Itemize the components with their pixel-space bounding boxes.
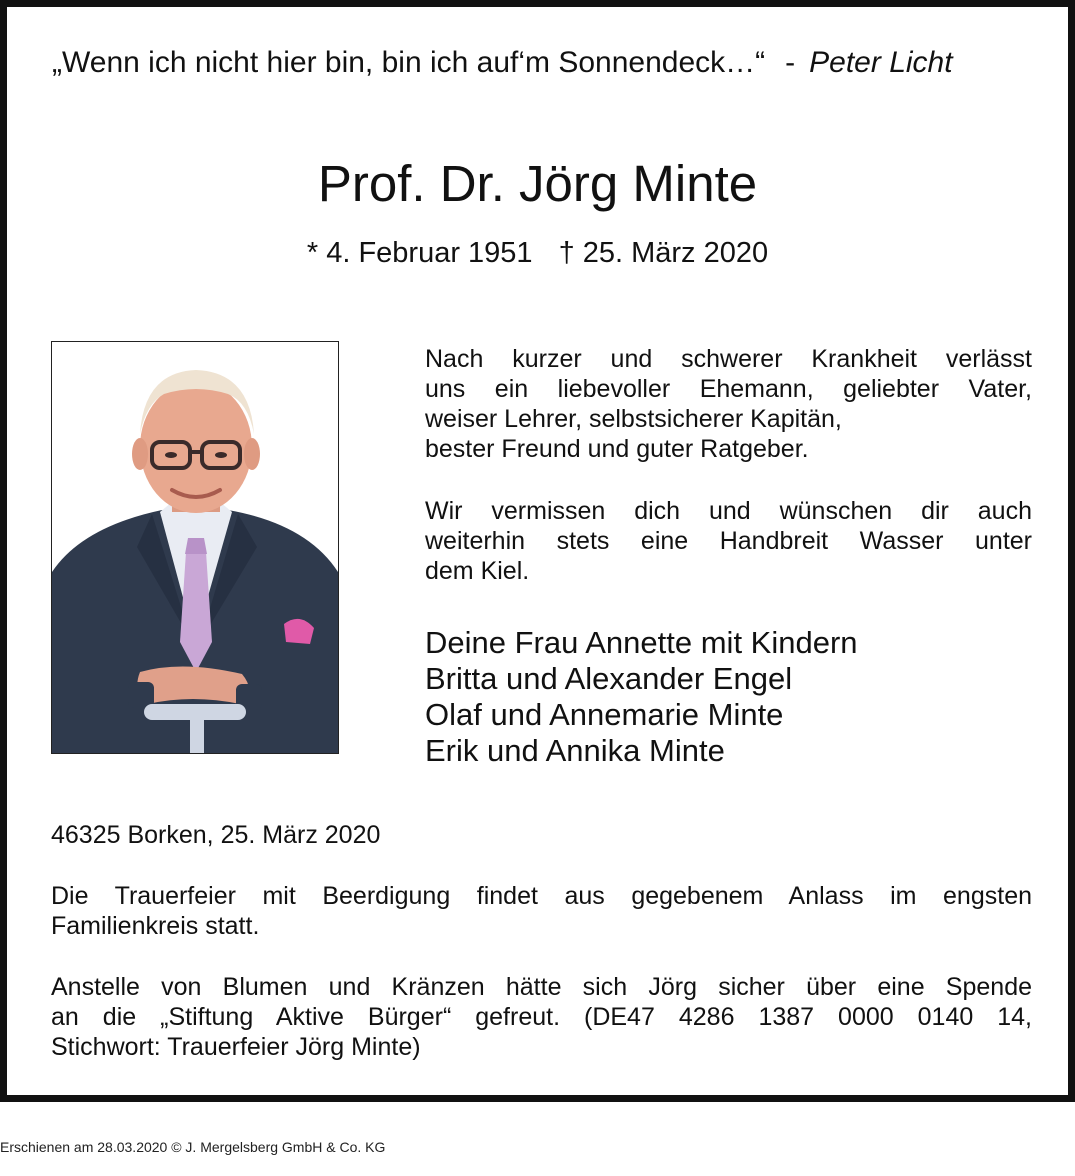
funeral-line: Familienkreis statt.	[51, 912, 260, 940]
farewell-message	[425, 344, 1032, 464]
quote-text: „Wenn ich nicht hier bin, bin ich auf‘m Sonnendeck…“	[52, 46, 766, 79]
portrait-illustration	[52, 342, 338, 753]
message-line: Wir vermissen dich und wünschen dir auch	[425, 497, 1032, 525]
family-member: Deine Frau Annette mit Kindern	[425, 625, 858, 660]
quote-author: Peter Licht	[809, 46, 953, 79]
funeral-notice	[51, 881, 1032, 941]
quote-line	[52, 43, 1032, 83]
donation-line: Anstelle von Blumen und Kränzen hätte sich Jörg sicher über eine Spende	[51, 973, 1032, 1001]
quote-separator: -	[785, 46, 796, 79]
message-line: weiterhin stets eine Handbreit Wasser unter	[425, 527, 1032, 555]
family-member: Britta und Alexander Engel	[425, 661, 793, 696]
message-line: dem Kiel.	[425, 557, 530, 585]
family-list	[425, 625, 858, 769]
funeral-line: Die Trauerfeier mit Beerdigung findet aus gegebenem Anlass im engsten	[51, 882, 1032, 910]
publication-footer: Erschienen am 28.03.2020 © J. Mergelsberg GmbH & Co. KG	[0, 1139, 386, 1155]
death-date: † 25. März 2020	[558, 237, 769, 269]
message-line: uns ein liebevoller Ehemann, geliebter Vater,	[425, 375, 1032, 403]
donation-line: Stichwort: Trauerfeier Jörg Minte)	[51, 1033, 421, 1061]
donation-line: an die „Stiftung Aktive Bürger“ gefreut. (DE47 4286 1387 0000 0140 14,	[51, 1003, 1032, 1031]
message-line: bester Freund und guter Ratgeber.	[425, 435, 809, 463]
family-member: Olaf und Annemarie Minte	[425, 697, 784, 732]
portrait-photo	[51, 341, 339, 754]
message-line: weiser Lehrer, selbstsicherer Kapitän,	[425, 405, 842, 433]
donation-notice	[51, 972, 1032, 1062]
message-line: Nach kurzer und schwerer Krankheit verlässt	[425, 345, 1032, 373]
place-date: 46325 Borken, 25. März 2020	[51, 821, 381, 849]
deceased-name: Prof. Dr. Jörg Minte	[317, 155, 758, 212]
family-member: Erik und Annika Minte	[425, 733, 725, 768]
life-dates	[7, 233, 1068, 273]
wish-message	[425, 496, 1032, 586]
birth-date: * 4. Februar 1951	[306, 237, 533, 269]
